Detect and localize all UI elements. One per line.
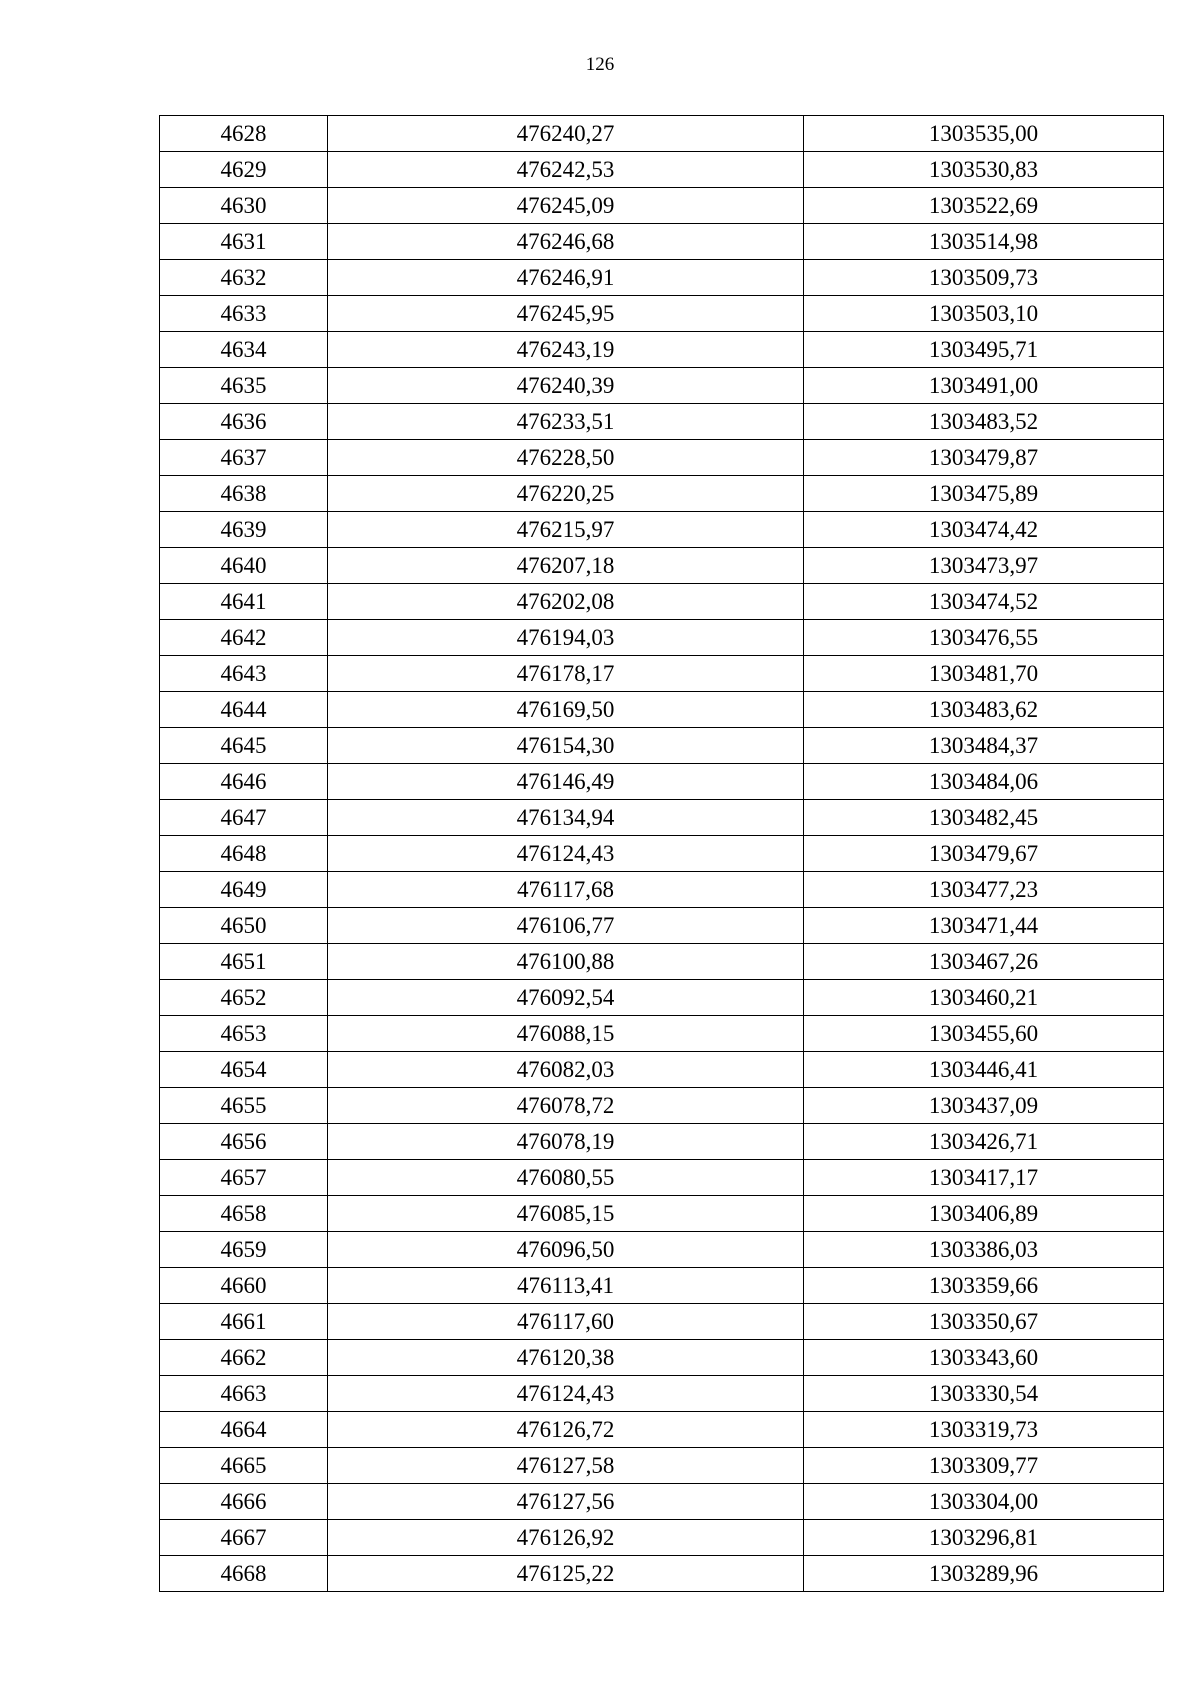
point-number-cell: 4660 <box>160 1268 328 1304</box>
table-row <box>160 692 1164 728</box>
x-coordinate-cell: 476134,94 <box>328 800 804 836</box>
y-coordinate-cell: 1303319,73 <box>804 1412 1164 1448</box>
table-row <box>160 980 1164 1016</box>
y-coordinate-cell: 1303406,89 <box>804 1196 1164 1232</box>
y-coordinate-cell: 1303483,62 <box>804 692 1164 728</box>
x-coordinate-cell: 476126,72 <box>328 1412 804 1448</box>
table-row <box>160 1268 1164 1304</box>
point-number-cell: 4659 <box>160 1232 328 1268</box>
table-row <box>160 404 1164 440</box>
y-coordinate-cell: 1303475,89 <box>804 476 1164 512</box>
table-row <box>160 908 1164 944</box>
point-number-cell: 4641 <box>160 584 328 620</box>
point-number-cell: 4661 <box>160 1304 328 1340</box>
y-coordinate-cell: 1303477,23 <box>804 872 1164 908</box>
x-coordinate-cell: 476154,30 <box>328 728 804 764</box>
table-row <box>160 1124 1164 1160</box>
x-coordinate-cell: 476169,50 <box>328 692 804 728</box>
table-row <box>160 1340 1164 1376</box>
point-number-cell: 4631 <box>160 224 328 260</box>
point-number-cell: 4646 <box>160 764 328 800</box>
point-number-cell: 4657 <box>160 1160 328 1196</box>
y-coordinate-cell: 1303473,97 <box>804 548 1164 584</box>
y-coordinate-cell: 1303467,26 <box>804 944 1164 980</box>
x-coordinate-cell: 476240,27 <box>328 116 804 152</box>
page-number: 126 <box>585 54 615 75</box>
y-coordinate-cell: 1303304,00 <box>804 1484 1164 1520</box>
y-coordinate-cell: 1303330,54 <box>804 1376 1164 1412</box>
x-coordinate-cell: 476242,53 <box>328 152 804 188</box>
table-row <box>160 1088 1164 1124</box>
x-coordinate-cell: 476117,60 <box>328 1304 804 1340</box>
x-coordinate-cell: 476246,91 <box>328 260 804 296</box>
y-coordinate-cell: 1303386,03 <box>804 1232 1164 1268</box>
x-coordinate-cell: 476124,43 <box>328 836 804 872</box>
x-coordinate-cell: 476113,41 <box>328 1268 804 1304</box>
point-number-cell: 4635 <box>160 368 328 404</box>
table-row <box>160 152 1164 188</box>
coordinates-table <box>159 115 1164 1592</box>
table-row <box>160 1520 1164 1556</box>
point-number-cell: 4662 <box>160 1340 328 1376</box>
y-coordinate-cell: 1303426,71 <box>804 1124 1164 1160</box>
point-number-cell: 4667 <box>160 1520 328 1556</box>
y-coordinate-cell: 1303482,45 <box>804 800 1164 836</box>
x-coordinate-cell: 476096,50 <box>328 1232 804 1268</box>
table-row <box>160 764 1164 800</box>
table-row <box>160 224 1164 260</box>
point-number-cell: 4665 <box>160 1448 328 1484</box>
x-coordinate-cell: 476215,97 <box>328 512 804 548</box>
y-coordinate-cell: 1303455,60 <box>804 1016 1164 1052</box>
table-row <box>160 1484 1164 1520</box>
x-coordinate-cell: 476233,51 <box>328 404 804 440</box>
x-coordinate-cell: 476243,19 <box>328 332 804 368</box>
point-number-cell: 4629 <box>160 152 328 188</box>
y-coordinate-cell: 1303503,10 <box>804 296 1164 332</box>
point-number-cell: 4633 <box>160 296 328 332</box>
x-coordinate-cell: 476207,18 <box>328 548 804 584</box>
y-coordinate-cell: 1303522,69 <box>804 188 1164 224</box>
table-row <box>160 440 1164 476</box>
x-coordinate-cell: 476078,19 <box>328 1124 804 1160</box>
y-coordinate-cell: 1303417,17 <box>804 1160 1164 1196</box>
x-coordinate-cell: 476124,43 <box>328 1376 804 1412</box>
y-coordinate-cell: 1303296,81 <box>804 1520 1164 1556</box>
table-row <box>160 476 1164 512</box>
point-number-cell: 4639 <box>160 512 328 548</box>
y-coordinate-cell: 1303446,41 <box>804 1052 1164 1088</box>
point-number-cell: 4642 <box>160 620 328 656</box>
table-row <box>160 1304 1164 1340</box>
point-number-cell: 4652 <box>160 980 328 1016</box>
x-coordinate-cell: 476088,15 <box>328 1016 804 1052</box>
point-number-cell: 4634 <box>160 332 328 368</box>
table-row <box>160 656 1164 692</box>
x-coordinate-cell: 476240,39 <box>328 368 804 404</box>
point-number-cell: 4656 <box>160 1124 328 1160</box>
x-coordinate-cell: 476127,58 <box>328 1448 804 1484</box>
y-coordinate-cell: 1303460,21 <box>804 980 1164 1016</box>
table-row <box>160 332 1164 368</box>
point-number-cell: 4645 <box>160 728 328 764</box>
table-row <box>160 1412 1164 1448</box>
point-number-cell: 4628 <box>160 116 328 152</box>
table-row <box>160 1376 1164 1412</box>
point-number-cell: 4637 <box>160 440 328 476</box>
point-number-cell: 4650 <box>160 908 328 944</box>
y-coordinate-cell: 1303474,52 <box>804 584 1164 620</box>
table-row <box>160 188 1164 224</box>
y-coordinate-cell: 1303483,52 <box>804 404 1164 440</box>
x-coordinate-cell: 476220,25 <box>328 476 804 512</box>
table-row <box>160 944 1164 980</box>
y-coordinate-cell: 1303309,77 <box>804 1448 1164 1484</box>
x-coordinate-cell: 476082,03 <box>328 1052 804 1088</box>
table-row <box>160 620 1164 656</box>
y-coordinate-cell: 1303359,66 <box>804 1268 1164 1304</box>
y-coordinate-cell: 1303476,55 <box>804 620 1164 656</box>
x-coordinate-cell: 476092,54 <box>328 980 804 1016</box>
y-coordinate-cell: 1303474,42 <box>804 512 1164 548</box>
x-coordinate-cell: 476125,22 <box>328 1556 804 1592</box>
y-coordinate-cell: 1303484,06 <box>804 764 1164 800</box>
point-number-cell: 4648 <box>160 836 328 872</box>
point-number-cell: 4647 <box>160 800 328 836</box>
table-row <box>160 512 1164 548</box>
point-number-cell: 4655 <box>160 1088 328 1124</box>
x-coordinate-cell: 476106,77 <box>328 908 804 944</box>
table-row <box>160 1196 1164 1232</box>
point-number-cell: 4638 <box>160 476 328 512</box>
point-number-cell: 4668 <box>160 1556 328 1592</box>
table-row <box>160 1232 1164 1268</box>
y-coordinate-cell: 1303530,83 <box>804 152 1164 188</box>
point-number-cell: 4636 <box>160 404 328 440</box>
y-coordinate-cell: 1303514,98 <box>804 224 1164 260</box>
x-coordinate-cell: 476194,03 <box>328 620 804 656</box>
coordinates-table-body <box>160 116 1164 1592</box>
x-coordinate-cell: 476246,68 <box>328 224 804 260</box>
table-row <box>160 800 1164 836</box>
x-coordinate-cell: 476146,49 <box>328 764 804 800</box>
point-number-cell: 4654 <box>160 1052 328 1088</box>
table-row <box>160 836 1164 872</box>
x-coordinate-cell: 476100,88 <box>328 944 804 980</box>
table-row <box>160 1448 1164 1484</box>
table-row <box>160 368 1164 404</box>
point-number-cell: 4664 <box>160 1412 328 1448</box>
table-row <box>160 1556 1164 1592</box>
x-coordinate-cell: 476117,68 <box>328 872 804 908</box>
x-coordinate-cell: 476178,17 <box>328 656 804 692</box>
table-row <box>160 728 1164 764</box>
y-coordinate-cell: 1303509,73 <box>804 260 1164 296</box>
table-row <box>160 116 1164 152</box>
x-coordinate-cell: 476126,92 <box>328 1520 804 1556</box>
y-coordinate-cell: 1303491,00 <box>804 368 1164 404</box>
table-row <box>160 1160 1164 1196</box>
y-coordinate-cell: 1303471,44 <box>804 908 1164 944</box>
point-number-cell: 4640 <box>160 548 328 584</box>
x-coordinate-cell: 476080,55 <box>328 1160 804 1196</box>
point-number-cell: 4630 <box>160 188 328 224</box>
table-row <box>160 296 1164 332</box>
y-coordinate-cell: 1303481,70 <box>804 656 1164 692</box>
x-coordinate-cell: 476085,15 <box>328 1196 804 1232</box>
y-coordinate-cell: 1303437,09 <box>804 1088 1164 1124</box>
table-row <box>160 1016 1164 1052</box>
point-number-cell: 4666 <box>160 1484 328 1520</box>
y-coordinate-cell: 1303343,60 <box>804 1340 1164 1376</box>
table-row <box>160 548 1164 584</box>
y-coordinate-cell: 1303350,67 <box>804 1304 1164 1340</box>
y-coordinate-cell: 1303479,87 <box>804 440 1164 476</box>
point-number-cell: 4632 <box>160 260 328 296</box>
point-number-cell: 4649 <box>160 872 328 908</box>
table-row <box>160 584 1164 620</box>
point-number-cell: 4663 <box>160 1376 328 1412</box>
point-number-cell: 4644 <box>160 692 328 728</box>
point-number-cell: 4658 <box>160 1196 328 1232</box>
y-coordinate-cell: 1303495,71 <box>804 332 1164 368</box>
x-coordinate-cell: 476245,95 <box>328 296 804 332</box>
y-coordinate-cell: 1303484,37 <box>804 728 1164 764</box>
table-row <box>160 1052 1164 1088</box>
x-coordinate-cell: 476202,08 <box>328 584 804 620</box>
x-coordinate-cell: 476120,38 <box>328 1340 804 1376</box>
table-row <box>160 872 1164 908</box>
point-number-cell: 4653 <box>160 1016 328 1052</box>
x-coordinate-cell: 476127,56 <box>328 1484 804 1520</box>
x-coordinate-cell: 476228,50 <box>328 440 804 476</box>
y-coordinate-cell: 1303479,67 <box>804 836 1164 872</box>
x-coordinate-cell: 476245,09 <box>328 188 804 224</box>
x-coordinate-cell: 476078,72 <box>328 1088 804 1124</box>
point-number-cell: 4651 <box>160 944 328 980</box>
point-number-cell: 4643 <box>160 656 328 692</box>
y-coordinate-cell: 1303535,00 <box>804 116 1164 152</box>
y-coordinate-cell: 1303289,96 <box>804 1556 1164 1592</box>
table-row <box>160 260 1164 296</box>
